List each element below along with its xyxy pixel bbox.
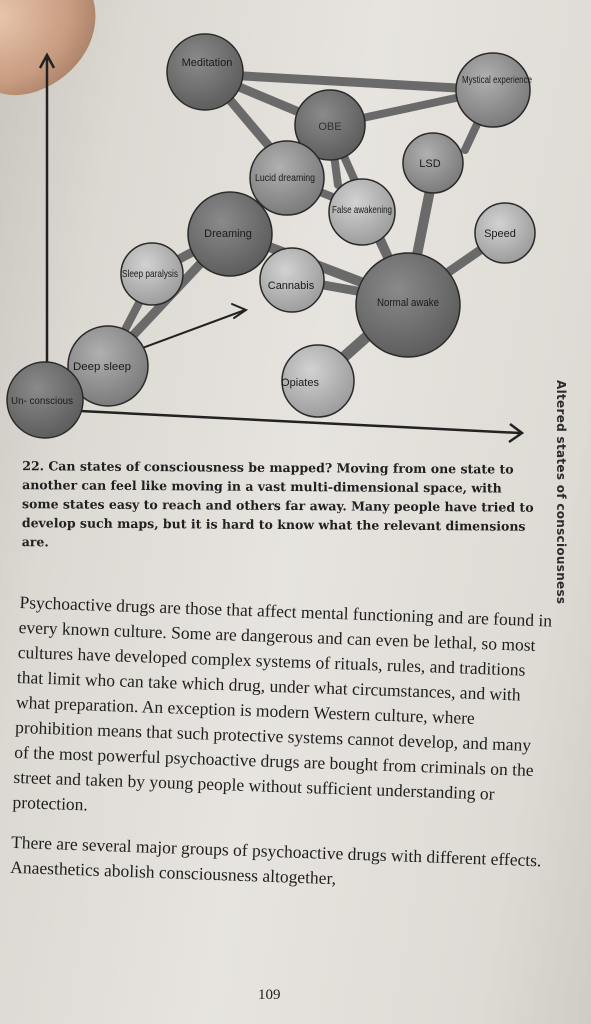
label-lucid-dreaming: Lucid dreaming xyxy=(255,172,316,184)
state-nodes xyxy=(7,34,535,438)
node-mystical-experience xyxy=(456,53,533,127)
label-false-awakening: False awakening xyxy=(332,204,393,216)
paragraph-1: Psychoactive drugs are those that affect mental functioning and are found in every known culture. Some are dangerous and can even be lethal, so most cultures have developed complex systems of rituals, rules, and traditions that limit who can take which drug, under what circumstances, and with what preparation. An exception is modern Western culture, where prohibition means that such protective systems cannot develop, and many of the most powerful psychoactive drugs are bought from criminals on the street and taken by young people without sufficient understanding or protection. xyxy=(12,591,553,815)
paragraph-2: There are several major groups of psychoactive drugs with different effects. Anaesthetics abolish consciousness altogether, xyxy=(9,831,542,889)
label-deep-sleep: Deep sleep xyxy=(73,361,131,373)
label-lsd: LSD xyxy=(419,158,441,170)
label-cannabis: Cannabis xyxy=(267,280,315,292)
label-sleep-paralysis: Sleep paralysis xyxy=(122,268,178,280)
label-speed: Speed xyxy=(484,228,516,240)
label-obe: OBE xyxy=(318,121,342,133)
page-number: 109 xyxy=(258,987,281,1003)
node-meditation xyxy=(167,34,243,110)
consciousness-map-diagram xyxy=(0,0,591,460)
label-opiates: Opiates xyxy=(281,377,319,389)
figure-caption: 22. Can states of consciousness be mapped? Moving from one state to another can feel like moving in a vast multi-dimensional space, with some states easy to reach and others far away. Many people have tried to develop such maps, but it is hard to know what the relevant dimensions are. xyxy=(21,458,534,550)
label-normal-awake: Normal awake xyxy=(377,297,439,309)
label-unconscious: Un- conscious xyxy=(11,395,73,407)
label-mystical-experience: Mystical experience xyxy=(462,75,533,86)
label-dreaming: Dreaming xyxy=(204,228,252,240)
label-meditation: Meditation xyxy=(181,57,233,69)
chapter-side-title: Altered states of consciousness xyxy=(554,380,568,605)
body-text xyxy=(9,590,554,913)
